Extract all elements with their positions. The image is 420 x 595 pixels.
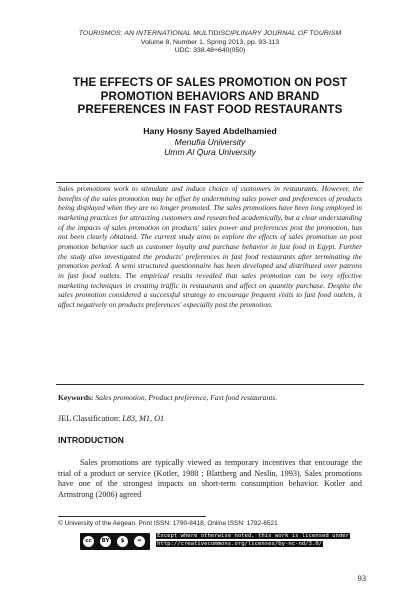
keywords-label: Keywords:	[58, 393, 94, 402]
jel-codes: L83, M1, O1	[122, 414, 165, 423]
journal-name: TOURISMOS: AN INTERNATIONAL MULTIDISCIPLINARY JOURNAL OF TOURISM	[78, 30, 342, 37]
license-line: Except where otherwise noted, this work is licensed under	[157, 533, 349, 539]
section-heading: INTRODUCTION	[58, 435, 124, 445]
affiliation: Umm Al Qura University	[164, 147, 256, 158]
by-icon: BY	[100, 536, 111, 547]
jel-label: JEL Classification:	[58, 414, 121, 423]
cc-license-badge[interactable]	[80, 533, 150, 550]
journal-header	[0, 30, 420, 56]
author-name: Hany Hosny Sayed Abdelhamied	[143, 126, 277, 136]
copyright-footnote: © University of the Aegean. Print ISSN: 1790-8418, Online ISSN: 1792-6521	[58, 520, 278, 527]
title-line: THE EFFECTS OF SALES PROMOTION ON POST	[72, 76, 348, 89]
license-link[interactable]: http://creativecommons.org/licenses/by-nc-nd/3.0/	[157, 541, 323, 547]
author-block	[0, 126, 420, 158]
keywords-text: Sales promotion, Product preference, Fast food restaurants.	[95, 393, 278, 402]
page-number: 93	[357, 574, 366, 583]
license-row	[80, 531, 370, 553]
body-paragraph: Sales promotions are typically viewed as temporary incentives that encourage the trial of a product or service (Kotler, 1988 ; Blattberg and Neslin, 1993). Sales promotions have one of the strongest impacts on short-term consumption behavior. Kotler and Armstrong (2006) agreed	[58, 458, 362, 499]
nc-icon: $	[117, 536, 128, 547]
affiliation: Menufia University	[174, 136, 246, 147]
keywords	[58, 393, 362, 403]
abstract-top-rule	[56, 182, 364, 183]
title-line: PREFERENCES IN FAST FOOD RESTAURANTS	[77, 103, 343, 117]
cc-icon: cc	[83, 536, 94, 547]
abstract-text: Sales promotions work to stimulate and induce choice of customers in restaurants. However, the benefits of the sales promotion may be offset by undermining sales power and preferences of products being displayed when they are no longer promoted. The sales promotions have been long employed in marketing practices for attracting customers and researched academically, but a clear understanding of the impacts of sales promotion on products' sales power and preferences post the promotion, has not been clearly obtained. The current study aims to explore the effects of sales promotion on post promotion behavior such as customer loyalty and purchase behavior in fast food in Egypt. Further the study also investigated the products' preferences in fast food restaurants after terminating the promotion period. A semi structured questionnaire has been developed and distributed over patrons in fast food outlets. The empirical results revealed that sales promotion can be very effective marketing techniques in creating traffic in restaurants and affect on quantity purchase. Despite the sales promotion considered a successful strategy to encourage frequent visits to fast food outlets, it affect negatively on products preferences' especially post the promotion.	[58, 184, 362, 309]
license-text	[156, 532, 370, 548]
footnote-rule	[58, 516, 206, 517]
article-title	[40, 76, 380, 117]
jel-classification	[58, 414, 362, 424]
title-line: PROMOTION BEHAVIORS AND BRAND	[100, 89, 320, 103]
journal-issue: Volume 8, Number 1, Spring 2013, pp. 93-113	[140, 38, 280, 46]
abstract-bottom-rule	[56, 384, 364, 385]
journal-udc: UDC: 338.48+640(050)	[174, 47, 246, 55]
nd-icon: =	[134, 536, 145, 547]
